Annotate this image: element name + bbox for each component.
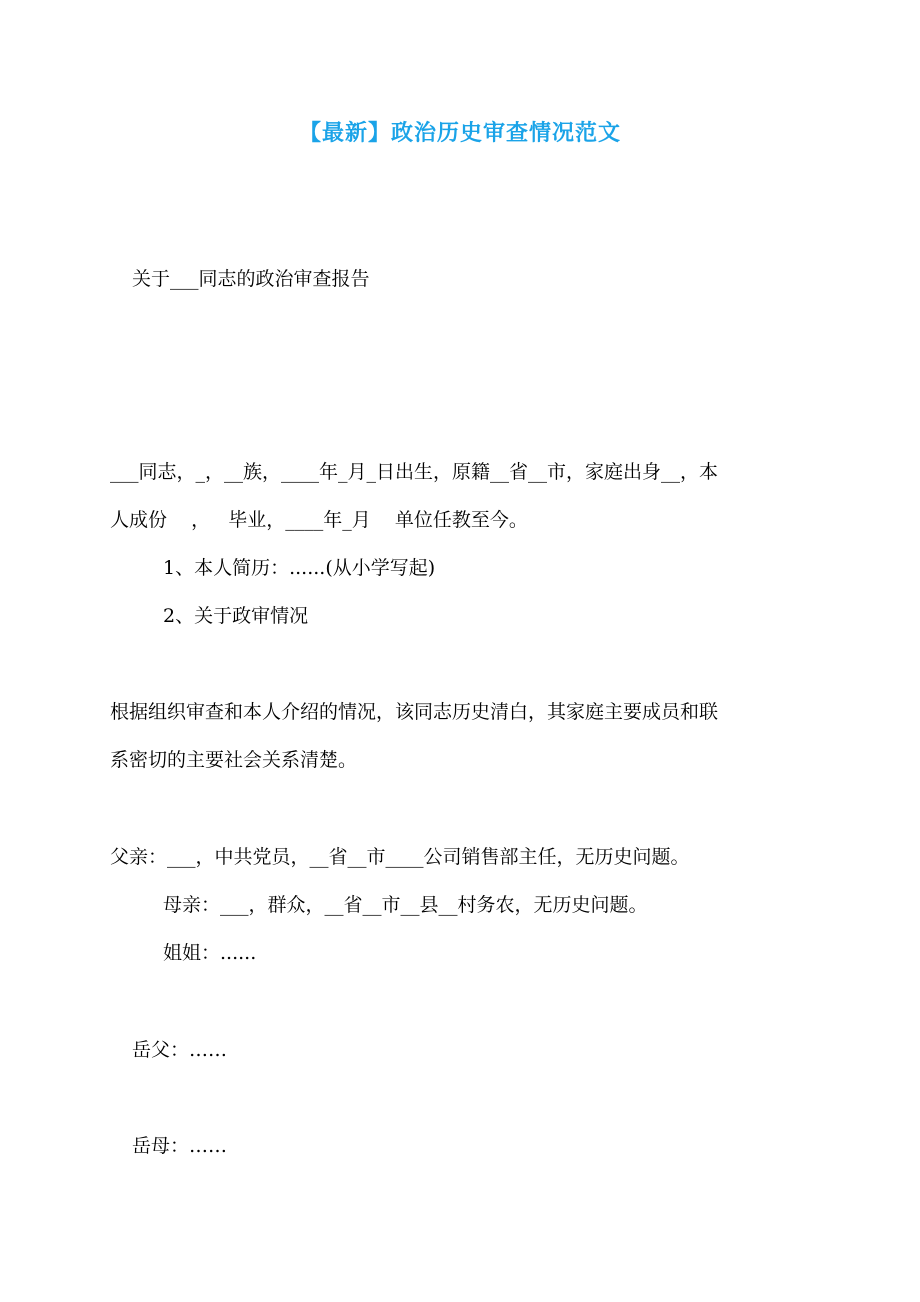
- document-title: 【最新】政治历史审查情况范文: [298, 120, 621, 146]
- family-father-in-law: 岳父：……: [132, 1039, 228, 1061]
- intro-line-2: 人成份 ， 毕业，____年_月 单位任教至今。: [110, 509, 528, 531]
- intro-line-1: ___同志，_，__族，____年_月_日出生，原籍__省__市，家庭出身__，本: [110, 461, 719, 483]
- family-mother-in-law: 岳母：……: [132, 1135, 228, 1157]
- review-paragraph-line-1: 根据组织审查和本人介绍的情况，该同志历史清白，其家庭主要成员和联: [110, 701, 719, 723]
- family-father: 父亲：___，中共党员，__省__市____公司销售部主任，无历史问题。: [110, 846, 690, 868]
- family-mother: 母亲：___，群众，__省__市__县__村务农，无历史问题。: [163, 894, 648, 916]
- item-resume: 1、本人简历：......(从小学写起): [163, 557, 436, 579]
- report-subtitle: 关于___同志的政治审查报告: [132, 268, 370, 290]
- family-sister: 姐姐：......: [163, 942, 257, 964]
- review-paragraph-line-2: 系密切的主要社会关系清楚。: [110, 749, 358, 771]
- item-political-review: 2、关于政审情况: [163, 605, 309, 627]
